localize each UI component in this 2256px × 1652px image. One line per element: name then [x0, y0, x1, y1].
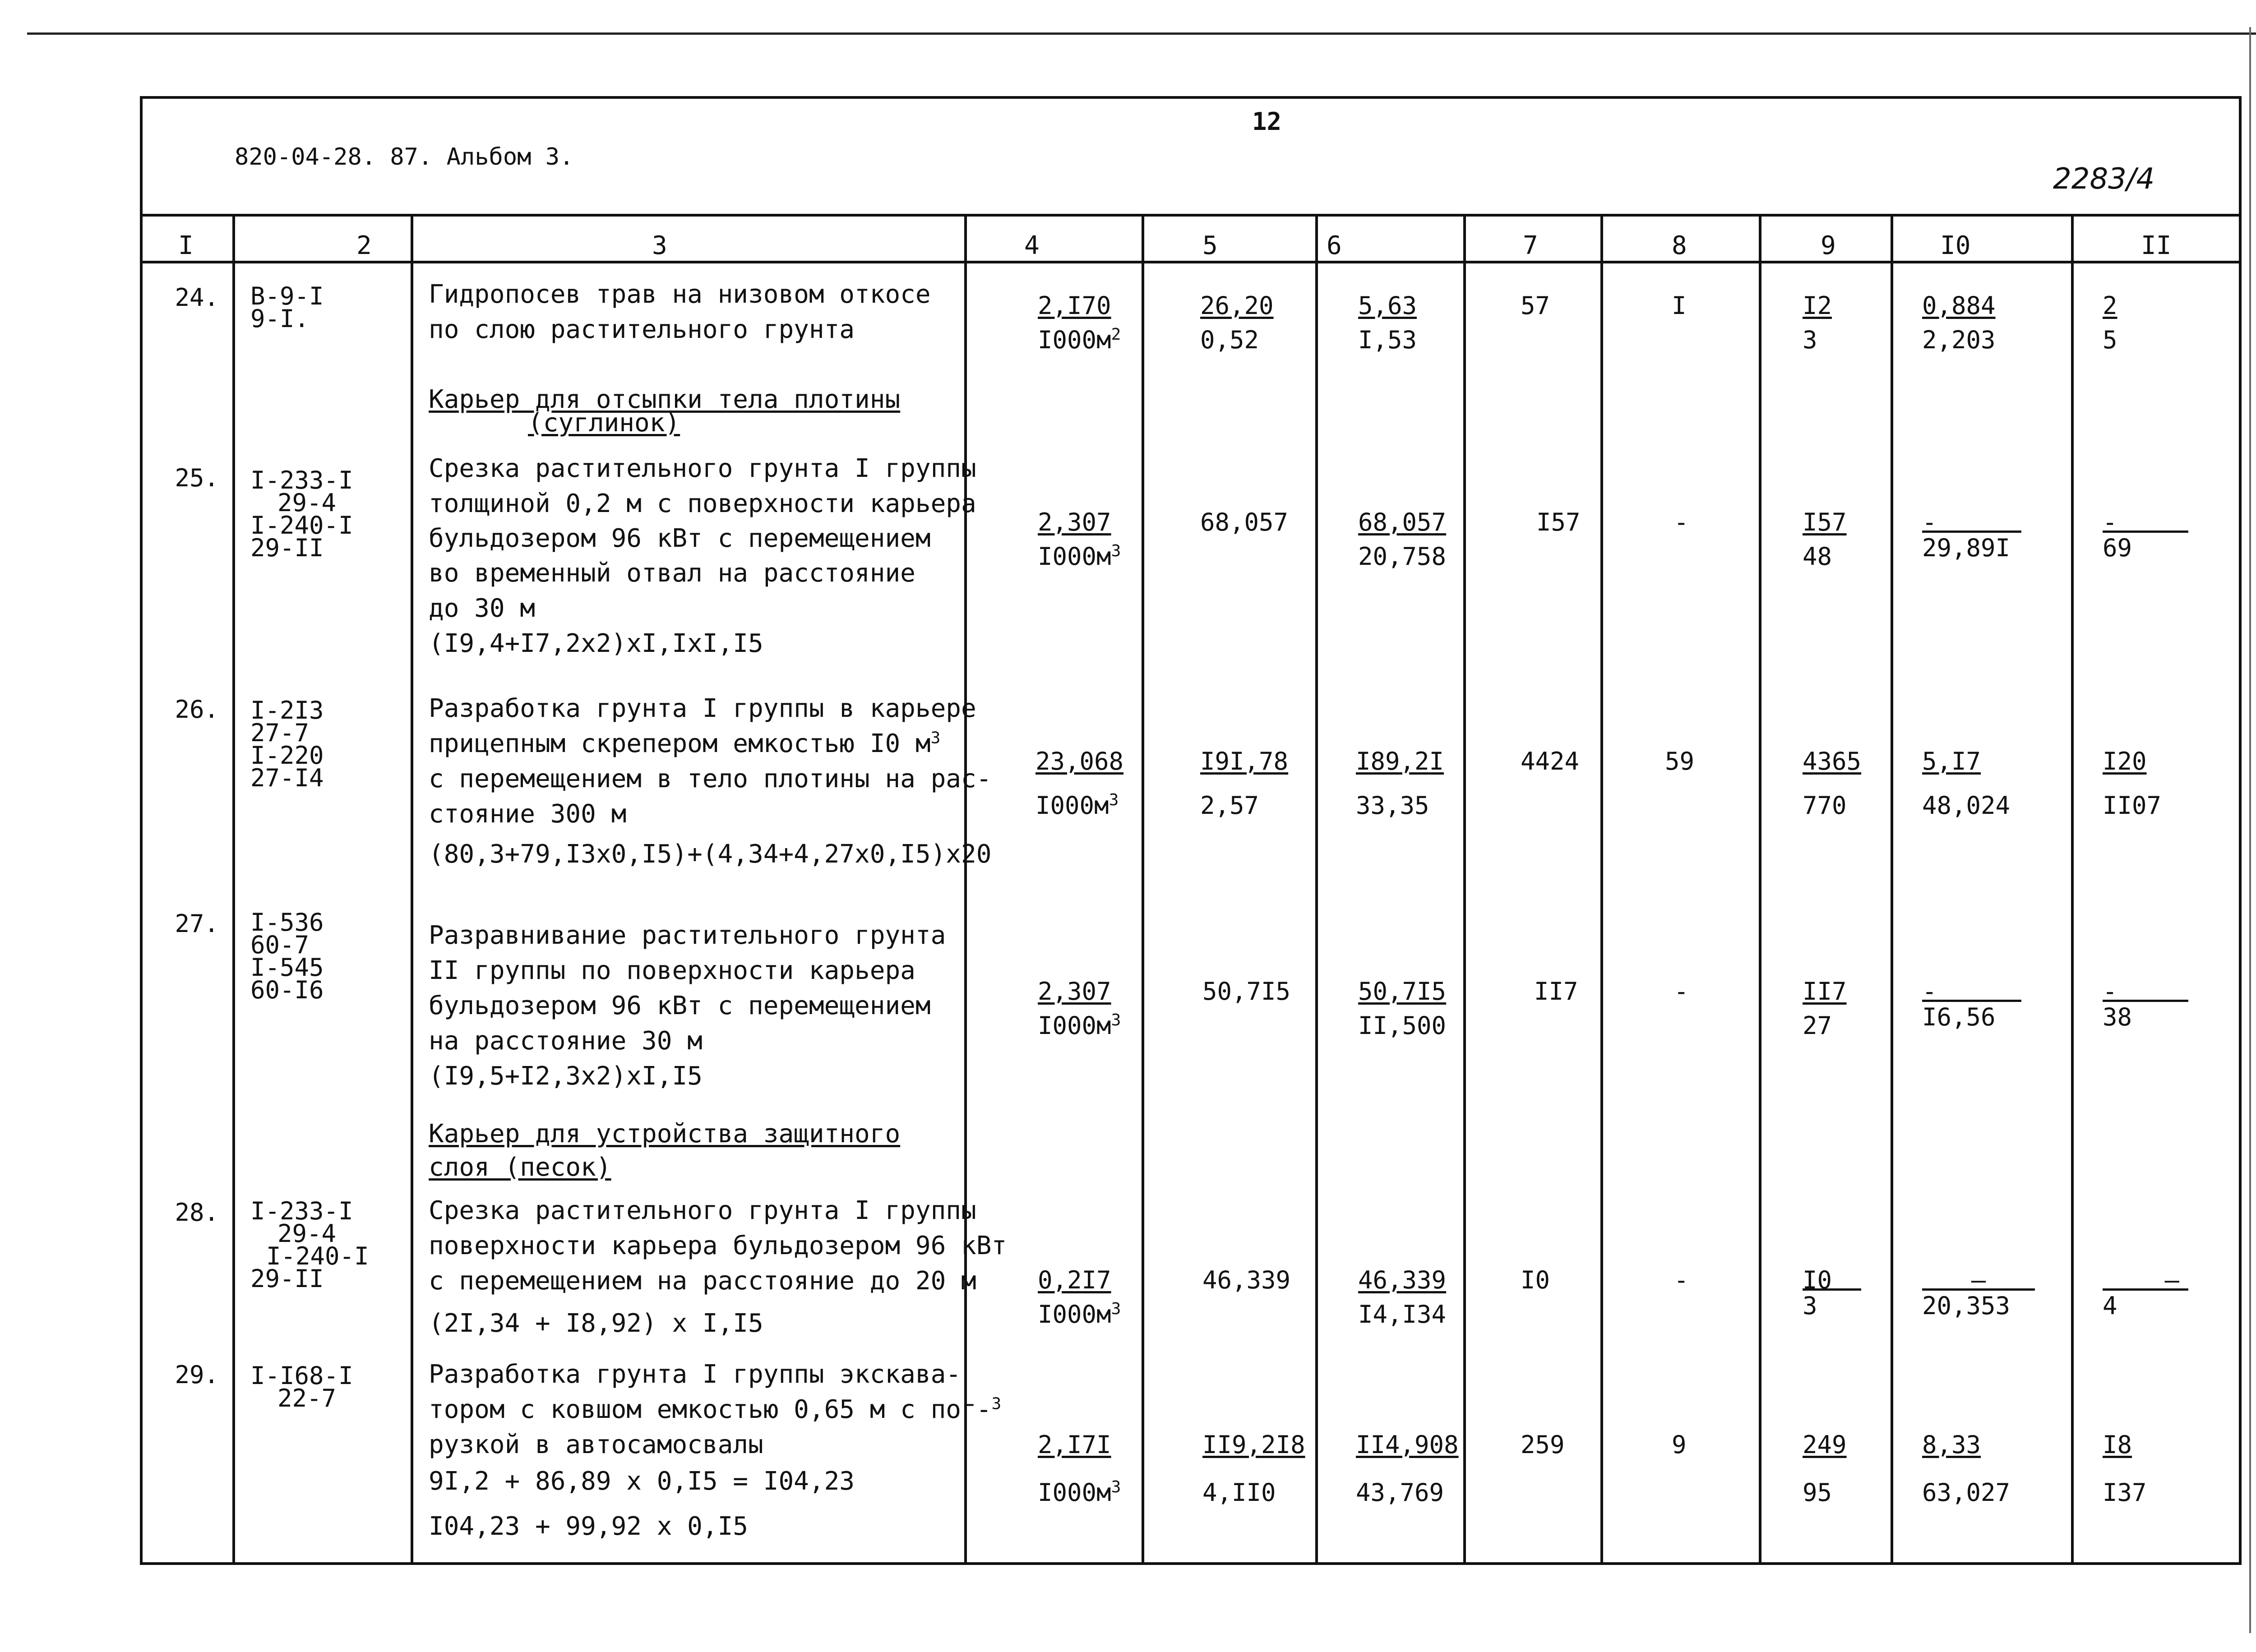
row-number: 25. — [175, 464, 219, 492]
col7-value: 57 — [1521, 291, 1550, 320]
col11-cell — [2103, 744, 2211, 823]
col11-top: I20 — [2103, 747, 2147, 775]
col8-value: I — [1672, 291, 1687, 320]
work-description: толщиной 0,2 м с поверхности карьера — [429, 489, 976, 518]
quantity-unit: $I000м^3$ — [1038, 1478, 1121, 1507]
norm-code: 29-II — [250, 534, 324, 562]
col9-bottom: 48 — [1803, 542, 1832, 571]
col10-bottom: 63,027 — [1922, 1478, 2011, 1507]
col8-value: 9 — [1672, 1431, 1687, 1459]
col9-top: II7 — [1803, 977, 1847, 1006]
handwritten-stamp: 2283/4 — [2053, 162, 2155, 196]
col9-bottom: 3 — [1803, 326, 1817, 354]
col-divider-7 — [1600, 214, 1603, 1565]
col7-value: 4424 — [1521, 747, 1580, 775]
col10-bottom: 29,89I — [1922, 534, 2011, 562]
col11-cell — [2103, 1263, 2188, 1323]
col-divider-1 — [232, 214, 235, 1565]
norm-code: 22-7 — [277, 1384, 337, 1412]
col-header-7: 7 — [1523, 231, 1538, 260]
quantity-cell — [1038, 974, 1146, 1043]
unit-cost: 68,057 — [1200, 508, 1289, 536]
top-rule — [27, 32, 2256, 35]
total-cost: 68,057 — [1358, 508, 1447, 536]
quantity-unit: $I000м^3$ — [1038, 1300, 1121, 1329]
quantity-value: 2,I7I — [1038, 1431, 1111, 1459]
work-calculation: (2I,34 + I8,92) x I,I5 — [429, 1309, 763, 1338]
total-cost-cell — [1356, 744, 1464, 823]
col9-top: I0 — [1803, 1266, 1832, 1294]
page-number: 12 — [1252, 107, 1282, 136]
unit-cost-cell — [1200, 289, 1308, 357]
col10-bottom: 48,024 — [1922, 791, 2011, 820]
col-divider-8 — [1759, 214, 1761, 1565]
norm-code: I-2I3 — [250, 696, 324, 724]
col9-bottom: 27 — [1803, 1011, 1832, 1040]
col11-top: 2 — [2103, 291, 2117, 320]
col11-cell — [2103, 505, 2188, 565]
work-description: стояние 300 м — [429, 799, 627, 829]
row-number: 27. — [175, 909, 219, 938]
work-description: во временный отвал на расстояние — [429, 558, 915, 588]
col7-value: 259 — [1521, 1431, 1565, 1459]
quantity-cell — [1036, 744, 1144, 823]
col-header-6: 6 — [1327, 231, 1342, 260]
norm-code: I-220 — [250, 741, 324, 770]
col-header-11: II — [2141, 231, 2172, 260]
col-header-8: 8 — [1672, 231, 1687, 260]
col10-cell — [1922, 289, 2030, 357]
work-description: Срезка растительного грунта I группы — [429, 454, 976, 483]
col9-cell — [1803, 289, 1911, 357]
col8-value: 59 — [1665, 747, 1695, 775]
col-divider-5 — [1315, 214, 1318, 1565]
col-divider-9 — [1891, 214, 1893, 1565]
column-header-divider — [140, 261, 2239, 263]
col11-top: I8 — [2103, 1431, 2132, 1459]
col9-top: 4365 — [1803, 747, 1862, 775]
col9-top: I2 — [1803, 291, 1832, 320]
unit-cost-wage: 4,II0 — [1202, 1478, 1276, 1507]
col9-top: I57 — [1803, 508, 1847, 536]
work-description: с перемещением в тело плотины на рас- — [429, 764, 992, 794]
col9-bottom: 770 — [1803, 791, 1847, 820]
row-number: 28. — [175, 1198, 219, 1227]
col9-cell — [1803, 744, 1911, 823]
col10-cell — [1922, 744, 2030, 823]
work-description: с перемещением на расстояние до 20 м — [429, 1266, 976, 1296]
work-description: до 30 м — [429, 594, 536, 623]
col11-top: – — [2164, 1266, 2179, 1294]
quantity-unit: $I000м^3$ — [1038, 542, 1121, 571]
quantity-unit: $I000м^3$ — [1036, 791, 1119, 820]
total-cost-wage: I4,I34 — [1358, 1300, 1447, 1329]
section-heading: Карьер для отсыпки тела плотины — [429, 385, 901, 414]
norm-code: 60-7 — [250, 931, 310, 959]
col-header-5: 5 — [1202, 231, 1218, 260]
norm-code: 60-I6 — [250, 976, 324, 1004]
work-calculation: (I9,5+I2,3x2)xI,I5 — [429, 1061, 703, 1091]
col-header-1: I — [178, 231, 194, 260]
quantity-unit: $I000м^3$ — [1038, 1011, 1121, 1040]
total-cost: 46,339 — [1358, 1266, 1447, 1294]
norm-code: 29-4 — [277, 1219, 337, 1248]
work-description: бульдозером 96 кВт с перемещением — [429, 524, 931, 553]
total-cost-wage: 33,35 — [1356, 791, 1429, 820]
unit-cost: 50,7I5 — [1202, 977, 1291, 1006]
work-description: Срезка растительного грунта I группы — [429, 1196, 976, 1225]
work-description: рузкой в автосамосвалы — [429, 1430, 763, 1459]
col10-bottom: I6,56 — [1922, 1003, 1996, 1031]
unit-cost-cell — [1200, 744, 1308, 823]
norm-code: 29-II — [250, 1264, 324, 1293]
section-heading-sub: слоя (песок) — [429, 1153, 611, 1182]
col11-top: - — [2103, 977, 2117, 1006]
work-calculation: 9I,2 + 86,89 x 0,I5 = I04,23 — [429, 1467, 855, 1496]
total-cost-wage: II,500 — [1358, 1011, 1447, 1040]
row-number: 29. — [175, 1361, 219, 1389]
work-description: бульдозером 96 кВт с перемещением — [429, 991, 931, 1020]
col8-value: - — [1674, 977, 1689, 1006]
col10-bottom: 2,203 — [1922, 326, 1996, 354]
norm-code: I-240-I — [250, 511, 353, 540]
col10-top: - — [1922, 977, 1937, 1006]
col-divider-2 — [411, 214, 413, 1565]
table-bottom-rule — [140, 1562, 2239, 1565]
work-calculation: (80,3+79,I3x0,I5)+(4,34+4,27x0,I5)x20 — [429, 840, 992, 869]
col9-bottom: 95 — [1803, 1478, 1832, 1507]
col11-top: - — [2103, 508, 2117, 536]
col10-top: 8,33 — [1922, 1431, 1981, 1459]
section-heading-sub: (суглинок) — [528, 408, 680, 438]
col-header-2: 2 — [356, 231, 372, 260]
header-divider — [140, 214, 2239, 217]
col-header-9: 9 — [1821, 231, 1836, 260]
col10-top: 0,884 — [1922, 291, 1996, 320]
col7-value: II7 — [1534, 977, 1578, 1006]
right-edge-rule — [2249, 27, 2251, 1633]
work-description: по слою растительного грунта — [429, 315, 855, 344]
col11-bottom: 69 — [2103, 534, 2132, 562]
col7-value: I57 — [1536, 508, 1581, 536]
norm-code: I-545 — [250, 953, 324, 982]
section-heading: Карьер для устройства защитного — [429, 1119, 901, 1149]
norm-code: 29-4 — [277, 489, 337, 517]
total-cost-cell — [1356, 1428, 1464, 1510]
col8-value: - — [1674, 508, 1689, 536]
document-reference: 820-04-28. 87. Альбом 3. — [235, 143, 574, 171]
quantity-unit: $I000м^2$ — [1038, 325, 1121, 354]
row-number: 24. — [175, 283, 219, 312]
col9-cell — [1803, 974, 1911, 1043]
norm-code: I-I68-I — [250, 1361, 353, 1390]
work-description: Разравнивание растительного грунта — [429, 921, 946, 950]
col11-bottom: 38 — [2103, 1003, 2132, 1031]
unit-cost-wage: 2,57 — [1200, 791, 1259, 820]
norm-code: В-9-I — [250, 282, 324, 310]
unit-cost-wage: 0,52 — [1200, 326, 1259, 354]
work-description: прицепным скрепером емкостью I0 $м^3$ — [429, 729, 941, 758]
col8-value: - — [1674, 1266, 1689, 1294]
total-cost-wage: 20,758 — [1358, 542, 1447, 571]
total-cost-wage: 43,769 — [1356, 1478, 1444, 1507]
col9-bottom: 3 — [1803, 1292, 1817, 1320]
col10-bottom: 20,353 — [1922, 1292, 2011, 1320]
total-cost-cell — [1358, 289, 1466, 357]
work-calculation: (I9,4+I7,2x2)xI,IxI,I5 — [429, 629, 763, 658]
norm-code: I-240-I — [266, 1242, 369, 1270]
quantity-value: 2,307 — [1038, 508, 1111, 536]
col-divider-10 — [2071, 214, 2074, 1565]
work-calculation: I04,23 + 99,92 x 0,I5 — [429, 1512, 749, 1541]
norm-code: 9-I. — [250, 305, 310, 333]
col10-cell — [1922, 1263, 2035, 1323]
quantity-value: 2,I70 — [1038, 291, 1111, 320]
unit-cost: 46,339 — [1202, 1266, 1291, 1294]
quantity-value: 0,2I7 — [1038, 1266, 1111, 1294]
quantity-cell — [1038, 1428, 1146, 1510]
total-cost-cell — [1358, 1263, 1466, 1332]
quantity-cell — [1038, 1263, 1146, 1332]
total-cost: I89,2I — [1356, 747, 1444, 775]
quantity-cell — [1038, 505, 1146, 574]
quantity-value: 2,307 — [1038, 977, 1111, 1006]
col11-cell — [2103, 289, 2211, 357]
col-divider-4 — [1142, 214, 1144, 1565]
norm-code: I-536 — [250, 908, 324, 937]
col11-bottom: 4 — [2103, 1292, 2117, 1320]
col9-top: 249 — [1803, 1431, 1847, 1459]
work-description: на расстояние 30 м — [429, 1026, 703, 1056]
work-description: Разработка грунта I группы экскава- — [429, 1360, 962, 1389]
work-description: Разработка грунта I группы в карьере — [429, 694, 976, 723]
col9-cell — [1803, 1428, 1911, 1510]
work-description: поверхности карьера бульдозером 96 кВт — [429, 1231, 1007, 1260]
col11-bottom: II07 — [2103, 791, 2162, 820]
col11-cell — [2103, 1428, 2211, 1510]
col9-cell — [1803, 505, 1911, 574]
col10-cell — [1922, 505, 2021, 565]
norm-code: 27-I4 — [250, 764, 324, 792]
col11-bottom: 5 — [2103, 326, 2117, 354]
col11-cell — [2103, 974, 2188, 1034]
work-description: Гидропосев трав на низовом откосе — [429, 280, 931, 309]
col-header-4: 4 — [1024, 231, 1040, 260]
total-cost: 5,63 — [1358, 291, 1417, 320]
norm-code: I-233-I — [250, 1197, 353, 1225]
total-cost: II4,908 — [1356, 1431, 1459, 1459]
col11-bottom: I37 — [2103, 1478, 2147, 1507]
col10-top: - — [1922, 508, 1937, 536]
norm-code: 27-7 — [250, 719, 310, 747]
col10-cell — [1922, 1428, 2030, 1510]
col-divider-6 — [1463, 214, 1466, 1565]
unit-cost: I9I,78 — [1200, 747, 1289, 775]
total-cost-wage: I,53 — [1358, 326, 1417, 354]
total-cost-cell — [1358, 974, 1466, 1043]
col10-top: – — [1971, 1266, 1986, 1294]
total-cost-cell — [1358, 505, 1466, 574]
unit-cost: II9,2I8 — [1202, 1431, 1305, 1459]
unit-cost-cell — [1202, 1428, 1311, 1510]
col-header-10: I0 — [1940, 231, 1971, 260]
total-cost: 50,7I5 — [1358, 977, 1447, 1006]
quantity-cell — [1038, 289, 1146, 357]
norm-code: I-233-I — [250, 466, 353, 494]
work-description: тором с ковшом емкостью 0,65 м с пог-$^3$ — [429, 1394, 1002, 1424]
row-number: 26. — [175, 695, 219, 724]
col10-top: 5,I7 — [1922, 747, 1981, 775]
unit-cost: 26,20 — [1200, 291, 1274, 320]
col7-value: I0 — [1521, 1266, 1550, 1294]
col10-cell — [1922, 974, 2021, 1034]
work-description: II группы по поверхности карьера — [429, 956, 915, 985]
col-header-3: 3 — [652, 231, 667, 260]
col-divider-3 — [964, 214, 967, 1565]
col9-cell — [1803, 1263, 1861, 1323]
quantity-value: 23,068 — [1036, 747, 1124, 775]
